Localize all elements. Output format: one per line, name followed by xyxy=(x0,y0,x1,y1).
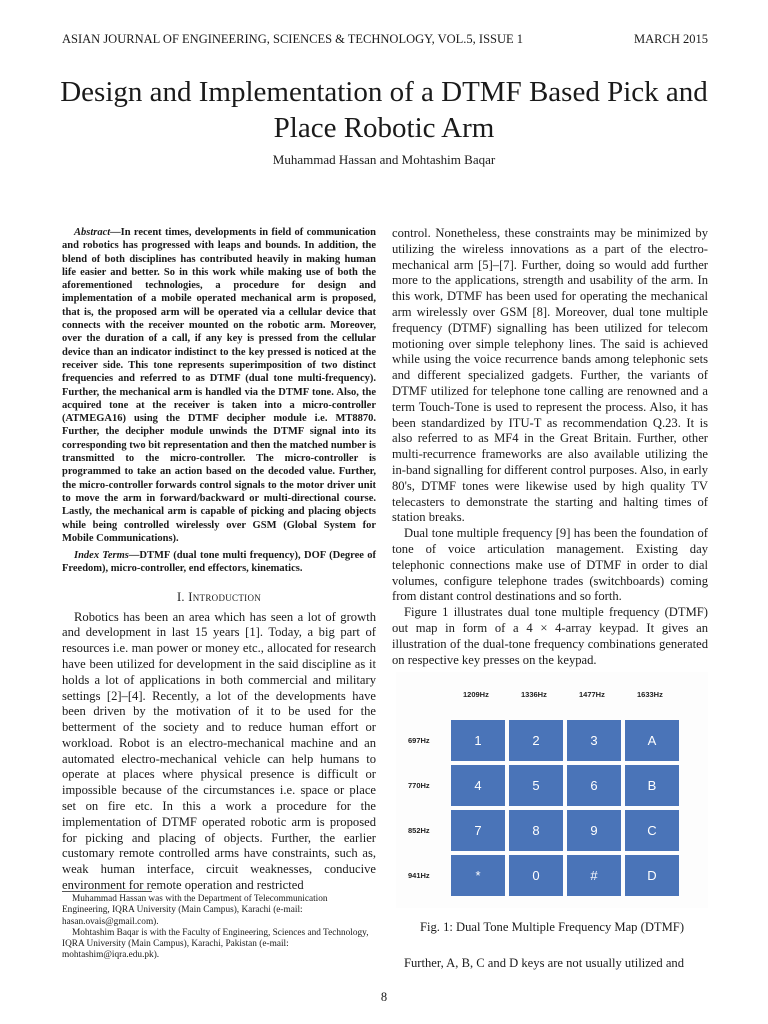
row-frequency-label: 770Hz xyxy=(408,781,430,790)
journal-name: ASIAN JOURNAL OF ENGINEERING, SCIENCES & TECHNOLOGY, VOL.5, ISSUE 1 xyxy=(62,32,524,46)
keypad-key: * xyxy=(451,855,505,896)
paragraph-dtmf-foundation: Dual tone multiple frequency [9] has been the foundation of tone of voice articulation management. Existing day telephonic connections make use of DTMF in order to dial volumes, configure telephone trades (switchboards) coming from distant control destinations and so forth. xyxy=(392,526,708,604)
author-list: Muhammad Hassan and Mohtashim Baqar xyxy=(272,152,496,167)
issue-date: MARCH 2015 xyxy=(634,32,708,46)
paper-title: Design and Implementation of a DTMF Based Pick and Place Robotic Arm xyxy=(60,76,708,144)
index-terms-label: Index Terms xyxy=(74,550,129,562)
keypad-key: B xyxy=(625,765,679,806)
section-number: I. xyxy=(176,589,185,604)
footnote-2: Mohtashim Baqar is with the Faculty of Engineering, Sciences and Technology, IQRA University (Main Campus), Karachi, Pakistan (e-mail: mohtashim@iqra.edu.pk). xyxy=(62,927,369,961)
column-frequency-label: 1477Hz xyxy=(579,690,605,699)
index-terms-text: —DTMF (dual tone multi frequency), DOF (Degree of Freedom), micro-controller, end effectors, kinematics. xyxy=(62,550,376,575)
keypad-key: # xyxy=(567,855,621,896)
column-frequency-label: 1633Hz xyxy=(637,690,663,699)
footnote-divider xyxy=(62,891,152,892)
figure-caption: Fig. 1: Dual Tone Multiple Frequency Map (DTMF) xyxy=(419,920,685,934)
keypad-key: 2 xyxy=(509,720,563,761)
footnote-1: Muhammad Hassan was with the Department of Telecommunication Engineering, IQRA University (Main Campus), Karachi (e-mail: hasan.ovais@gmail.com). xyxy=(62,894,328,927)
column-frequency-label: 1209Hz xyxy=(463,690,489,699)
section-heading xyxy=(62,590,376,606)
abstract xyxy=(62,226,376,545)
right-column xyxy=(392,226,708,668)
keypad-key: C xyxy=(625,810,679,851)
keypad-key: 0 xyxy=(509,855,563,896)
keypad-key: 4 xyxy=(451,765,505,806)
index-terms xyxy=(62,549,376,576)
keypad-key: 1 xyxy=(451,720,505,761)
keypad-key: 6 xyxy=(567,765,621,806)
keypad-key: D xyxy=(625,855,679,896)
intro-paragraph: Robotics has been an area which has seen a lot of growth and development in last 15 years [1]. Today, a big part of resources i.e. man power or money etc., allocated for research have been utilized for development in the said discipline as it holds a lot of applications in both commercial and military settings [2]–[4]. Recently, a lot of the developments have been driven by the motivation of it to be used for the betterment of the society and to reduce human effort or workload. Robot is an electro-mechanical machine and an automated electro-mechanical vehicle can help humans to operate at places where physical presence is difficult or impossible because of the circumstances i.e. space or place set on fire etc. In this a work a procedure for the implementation of DTMF operated robotic arm is proposed for picking and placing of objects. Further, the earlier customary remote controlled arms have constraints, such as, weak human interface, circuit weaknesses, conducive environment for remote operation and restricted xyxy=(62,609,376,893)
row-frequency-label: 697Hz xyxy=(408,736,430,745)
keypad-key: 9 xyxy=(567,810,621,851)
dtmf-keypad-figure xyxy=(396,672,708,908)
row-frequency-label: 941Hz xyxy=(408,871,430,880)
paragraph-figure-ref: Figure 1 illustrates dual tone multiple frequency (DTMF) out map in form of a 4 × 4-array keypad. It gives an illustration of the dual-tone frequency combinations generated on respective key presses on the keypad. xyxy=(392,605,708,667)
abstract-label: Abstract xyxy=(74,227,111,238)
section-title: Introduction xyxy=(188,589,262,604)
keypad-key: 3 xyxy=(567,720,621,761)
keypad-key: A xyxy=(625,720,679,761)
footnotes xyxy=(62,894,376,962)
keypad-key: 8 xyxy=(509,810,563,851)
paragraph-abcd-keys: Further, A, B, C and D keys are not usually utilized and xyxy=(404,956,685,970)
abstract-text: —In recent times, developments in field of communication and robotics has progressed with leaps and bounds. In addition, the blend of both disciplines has contributed heavily in making human life easier and better. So in this work while making use of both the aforementioned technologies, a procedure for design and implementation of a mobile operated mechanical arm is proposed, that is, the proposed arm will be operated via a cellular device that connects with the receiver mounted on the robotic arm. Moreover, over the duration of a call, if any key is pressed from the cellular device than an indicator indistinct to the key pressed is noticed at the receiver side. This tone represents superimposition of two distinct frequencies and referred to as DTMF (dual tone multi-frequency). Further, the mechanical arm is handled via the DTMF tone. Also, the acquired tone at the receiver is taken into a micro-controller (ATMEGA16) using the DTMF decipher module i.e. MT8870. Further, the decipher module unwinds the DTMF signal into its corresponding two bit representation and then the matched number is transmitted to the micro-controller. The micro-controller is programmed to take an action based on the decoded value. Further, the micro-controller forwards control signals to the motor driver unit to move the arm in forward/backward or multi-directional course. Lastly, the mechanical arm is capable of picking and placing objects while being controlled wirelessly over GSM (Global System for Mobile Communications). xyxy=(62,227,376,544)
keypad-key: 5 xyxy=(509,765,563,806)
left-column xyxy=(62,226,376,894)
row-frequency-label: 852Hz xyxy=(408,826,430,835)
page-number: 8 xyxy=(380,990,388,1004)
keypad-key: 7 xyxy=(451,810,505,851)
running-header xyxy=(62,32,708,50)
paragraph-control: control. Nonetheless, these constraints may be minimized by utilizing the wireless innovations as a part of the electro-mechanical arm [5]–[7]. Further, doing so would add further more to the applications, strength and usability of the arm. In this work, DTMF has been used for operating the mechanical arm wirelessly over GSM [8]. Moreover, dual tone multiple frequency (DTMF) signalling has been utilized for telecom motioning over simple telephony lines. The said is achieved while using the voice recurrence bands among telephonic sets and different specialized gadgets. Further, the variants of DTMF utilized for telephone tone calling are renowned and a term Touch-Tone is used to represent the process. Also, it has been standardized by ITU-T as recommendation Q.23. It is also referred to as MF4 in the Great Britain. Further, other multi-recurrence frameworks are also available utilizing the in-band signalling for different control purposes. Also, in early 80's, DTMF tones were likewise used by high quality TV telecasters to demonstrate the starting and halting times of station breaks. xyxy=(392,226,708,525)
column-frequency-label: 1336Hz xyxy=(521,690,547,699)
